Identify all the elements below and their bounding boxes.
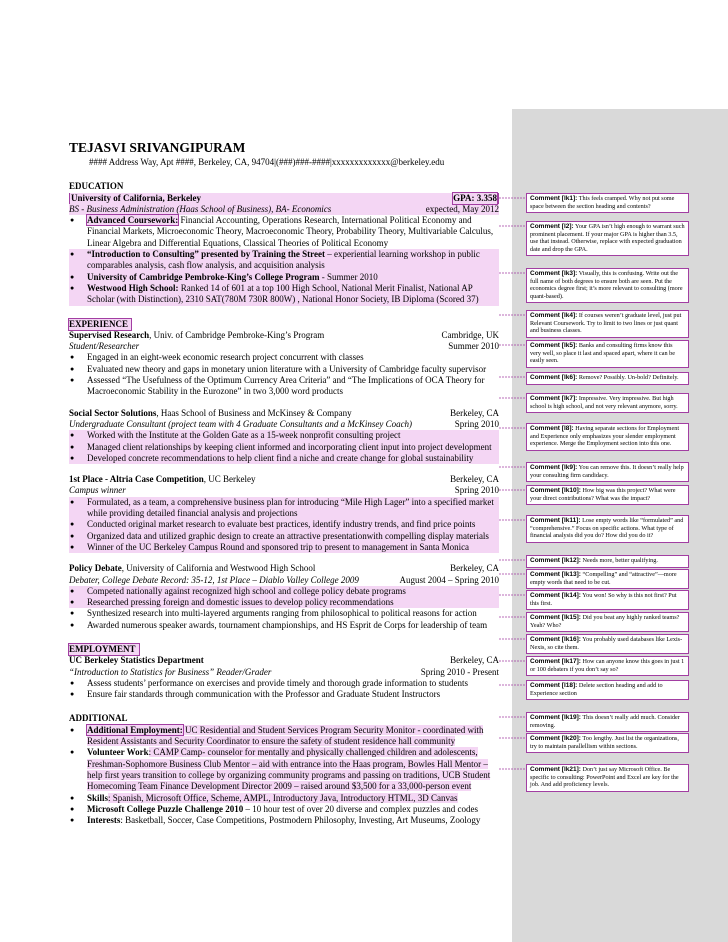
job-org: Supervised Research, Univ. of Cambridge Pembroke-King’s Program	[69, 329, 325, 340]
job-date: Spring 2010	[454, 485, 499, 496]
list-item: ● Conducted original market research to evaluate best practices, identify industry trends, and find price points	[69, 519, 499, 530]
job-role: Student/Researcher	[69, 341, 140, 352]
list-item: ● Developed concrete recommendations to help client find a niche and create change for global sustainability	[69, 453, 499, 464]
list-item	[69, 283, 499, 306]
experience-heading: EXPERIENCE	[69, 319, 131, 330]
list-item: ● Microsoft College Puzzle Challenge 2010 – 10 hour test of over 20 diverse and complex puzzles and codes	[69, 804, 499, 815]
education-list	[69, 215, 499, 305]
job-header	[69, 330, 499, 341]
list-item: ● Awarded numerous speaker awards, tournament championships, and HS Esprit de Corps for leadership of team	[69, 620, 499, 631]
list-item	[69, 249, 499, 272]
list-item: ● Interests: Basketball, Soccer, Case Competitions, Postmodern Philosophy, Investing, Art Museums, Zoology	[69, 815, 499, 826]
comment-balloon[interactable]: Comment [lk12]: Needs more, better qualifying.	[526, 555, 689, 568]
employment-date: Spring 2010 - Present	[420, 666, 499, 677]
comment-balloon[interactable]: Comment [lk5]: Banks and consulting firms know this very well, so place it last and spaced apart, where it can be easily seen.	[526, 340, 689, 368]
list-item: ● Assessed “The Usefulness of the Optimum Currency Area Criteria” and “The Implications of OCA Theory for Macroeconomic Stability in the Eurozone” in two 3,000 word products	[69, 375, 499, 398]
list-item: ● Evaluated new theory and gaps in monetary union literature with a University of Cambridge faculty supervisor	[69, 364, 499, 375]
comment-balloon[interactable]: Comment [lk10]: How big was this project? What were your direct contributions? What was the impact?	[526, 485, 689, 505]
list-item: ● Engaged in an eight-week economic research project concurrent with classes	[69, 352, 499, 363]
list-item: ● Skills: Spanish, Microsoft Office, Scheme, AMPL, Introductory Java, Introductory HTML, 3D Canvas	[69, 793, 499, 804]
job-supervised-research	[69, 330, 499, 398]
coursework-text: Financial Accounting, Operations Research, International Political Economy and Financial Markets, Microeconomic Theory, Macroeconomic Theory, Probability Theory, Multivariable Calculus, Linear Algebra and Differential Equations, Classical Theories of Political Economy	[87, 215, 494, 248]
list-item: ● Additional Employment: UC Residential and Student Services Program Security Monitor - coordinated with Resident Assistants and Security Coordinator to ensure the safety of student residence hall community	[69, 725, 499, 748]
employment-heading: EMPLOYMENT	[69, 644, 139, 655]
education-degree-row	[69, 204, 499, 215]
cambridge-text: - Summer 2010	[319, 271, 378, 282]
comment-balloon[interactable]: Comment [l18]: Delete section heading and add to Experience section	[526, 680, 689, 700]
employment-org: UC Berkeley Statistics Department	[69, 655, 204, 666]
list-item: ● Organized data and utilized graphic design to create an attractive presentationwith compelling display materials	[69, 531, 499, 542]
job-date: Spring 2010	[454, 418, 499, 429]
list-item: ● Worked with the Institute at the Golden Gate as a 15-week nonprofit consulting project	[69, 430, 499, 441]
expected-date: expected, May 2012	[425, 203, 499, 214]
list-item: ● Competed nationally against recognized high school and college policy debate programs	[69, 586, 499, 597]
job-role-row	[69, 419, 499, 430]
workshop-text: – experiential learning workshop in public comparables analysis, cash flow analysis, and acquisition analysis	[87, 249, 480, 271]
list-item: ● Ensure fair standards through communication with the Professor and Graduate Student Instructors	[69, 689, 499, 700]
comment-balloon[interactable]: Comment [lk21]: Don’t just say Microsoft Office. Be specific to consulting: PowerPoint and Excel are key for the job. And add proficiency levels.	[526, 764, 689, 792]
job-role: Debater, College Debate Record: 35-12, 1st Place – Diablo Valley College 2009	[69, 574, 359, 585]
comment-balloon[interactable]: Comment [lk20]: Too lengthy. Just list the organizations, try to maintain parallellism within sections.	[526, 733, 689, 753]
coursework-lead: Advanced Coursework:	[87, 215, 179, 226]
additional-list	[69, 725, 499, 827]
list-item: ● Winner of the UC Berkeley Campus Round and sponsored trip to present to management in Santa Monica	[69, 542, 499, 553]
comment-balloon[interactable]: Comment [lk13]: “Compelling” and “attractive”—more empty words that need to be cut.	[526, 569, 689, 589]
job-header	[69, 474, 499, 485]
job-header	[69, 408, 499, 419]
additional-heading: ADDITIONAL	[69, 713, 128, 724]
comment-balloon[interactable]: Comment [l2]: Your GPA isn’t high enough to warrant such prominent placement. If your major GPA is higher than 3.5, use that instead. Otherwise, replace with expected graduation date and drop the GPA.	[526, 221, 689, 256]
list-item: ● Researched pressing foreign and domestic issues to develop policy recommendations	[69, 597, 499, 608]
highschool-text: Ranked 14 of 601 at a top 100 High School, National Merit Finalist, National AP Scholar (with Distinction), 2310 SAT(780M 730R 800W) , National Honor Society, IB Diploma (Scored 37)	[87, 282, 479, 305]
list-item: ● Managed client relationships by keeping client informed and incorporating client input into project development	[69, 442, 499, 453]
employment-location: Berkeley, CA	[450, 655, 499, 666]
job-location: Berkeley, CA	[450, 474, 499, 485]
workshop-lead: “Introduction to Consulting” presented by Training the Street	[87, 249, 325, 260]
degree: BS - Business Administration (Haas School of Business), BA- Economics	[69, 203, 332, 214]
comment-balloon[interactable]: Comment [lk19]: This doesn’t really add much. Consider removing.	[526, 712, 689, 732]
comment-balloon[interactable]: Comment [lk9]: You can remove this. It doesn’t really help your consulting firm candidacy.	[526, 462, 689, 482]
job-role-row	[69, 485, 499, 496]
job-location: Berkeley, CA	[450, 563, 499, 574]
comment-balloon[interactable]: Comment [lk1]: This feels cramped. Why not put some space between the section heading and contents?	[526, 193, 689, 213]
list-item: ● Synthesized research into multi-layered arguments ranging from philosophical to political reasons for action	[69, 608, 499, 619]
job-org: Social Sector Solutions, Haas School of Business and McKinsey & Company	[69, 407, 352, 418]
gpa: GPA: 3.358	[453, 192, 497, 203]
resume-document	[69, 140, 499, 826]
cambridge-lead: University of Cambridge Pembroke-King’s College Program	[87, 271, 320, 282]
job-role-row	[69, 575, 499, 586]
job-social-sector	[69, 408, 499, 464]
list-item: ● Assess students’ performance on exercises and provide timely and thorough grade information to students	[69, 678, 499, 689]
education-school-row	[69, 193, 499, 204]
employment-role: “Introduction to Statistics for Business” Reader/Grader	[69, 666, 272, 677]
comment-balloon[interactable]: Comment [lk16]: You probably used databases like Lexis-Nexis, so cite them.	[526, 634, 689, 654]
comment-balloon[interactable]: Comment [lk11]: Lose empty words like “formulated” and “comprehensive.” Focus on specific actions. What type of financial analysis did you do? How did you do it?	[526, 515, 689, 543]
job-location: Cambridge, UK	[441, 329, 499, 340]
employment-role-row	[69, 667, 499, 678]
list-item	[69, 215, 499, 249]
job-altria	[69, 474, 499, 553]
resume-name: TEJASVI SRIVANGIPURAM	[69, 140, 246, 155]
highschool-lead: Westwood High School:	[87, 282, 179, 293]
job-date: Summer 2010	[448, 341, 499, 352]
contact-line: #### Address Way, Apt ####, Berkeley, CA, 94704|(###)###-####|xxxxxxxxxxxxx@berkeley.edu	[89, 157, 445, 167]
job-header	[69, 563, 499, 574]
list-item: ● Volunteer Work: CAMP Camp- counselor for mentally and physically challenged children and adolescents, Freshman-Sophomore Business Club Mentor – aid with entrance into the Haas program, Bowles Hall Mentor – help first years transition to college by organizing community programs and passing on traditions, UCB Student Homecoming Team Finance Development Director 2009 – raised around $3,500 for a 33,000-person event	[69, 747, 499, 792]
school-name: University of California, Berkeley	[71, 192, 201, 203]
comment-balloon[interactable]: Comment [lk4]: If courses weren’t graduate level, just put Relevant Coursework. Try to limit to two lines or just quant and business classes.	[526, 310, 689, 338]
job-role: Undergraduate Consultant (project team with 4 Graduate Consultants and a McKinsey Coach)	[69, 418, 413, 429]
list-item	[69, 272, 499, 283]
job-date: August 2004 – Spring 2010	[399, 574, 499, 585]
comment-balloon[interactable]: Comment [l8]: Having separate sections for Employment and Experience only emphasizes your slender employment experience. Merge the Employment section into this one.	[526, 423, 689, 451]
job-org: Policy Debate, University of California and Westwood High School	[69, 563, 316, 574]
job-org: 1st Place - Altria Case Competition, UC Berkeley	[69, 474, 256, 485]
list-item: ● Formulated, as a team, a comprehensive business plan for introducing “Mile High Lager” into a specified market while providing detailed financial analysis and projections	[69, 497, 499, 520]
comment-balloon[interactable]: Comment [lk17]: How can anyone know this goes in just 1 or 100 debaters if you don’t say so?	[526, 656, 689, 676]
comment-balloon[interactable]: Comment [lk7]: Impressive. Very impressive. But high school is high school, and not very relevant anymore, sorry.	[526, 393, 689, 413]
job-role: Campus winner	[69, 485, 126, 496]
job-role-row	[69, 341, 499, 352]
comment-balloon[interactable]: Comment [lk3]: Visually, this is confusing. Write out the full name of both degrees to ensure both are seen. Put the economics degree first; it’s more relevant to consulting (more quant-based).	[526, 268, 689, 303]
employment-header	[69, 655, 499, 666]
comment-balloon[interactable]: Comment [lk6]: Remove? Possibly. Un-bold? Definitely.	[526, 372, 689, 385]
comment-balloon[interactable]: Comment [lk14]: You won! So why is this not first? Put this first.	[526, 590, 689, 610]
education-heading: EDUCATION	[69, 181, 124, 192]
job-policy-debate	[69, 563, 499, 631]
job-location: Berkeley, CA	[450, 407, 499, 418]
comment-balloon[interactable]: Comment [lk15]: Did you beat any highly ranked teams? Yeah? Who?	[526, 612, 689, 632]
